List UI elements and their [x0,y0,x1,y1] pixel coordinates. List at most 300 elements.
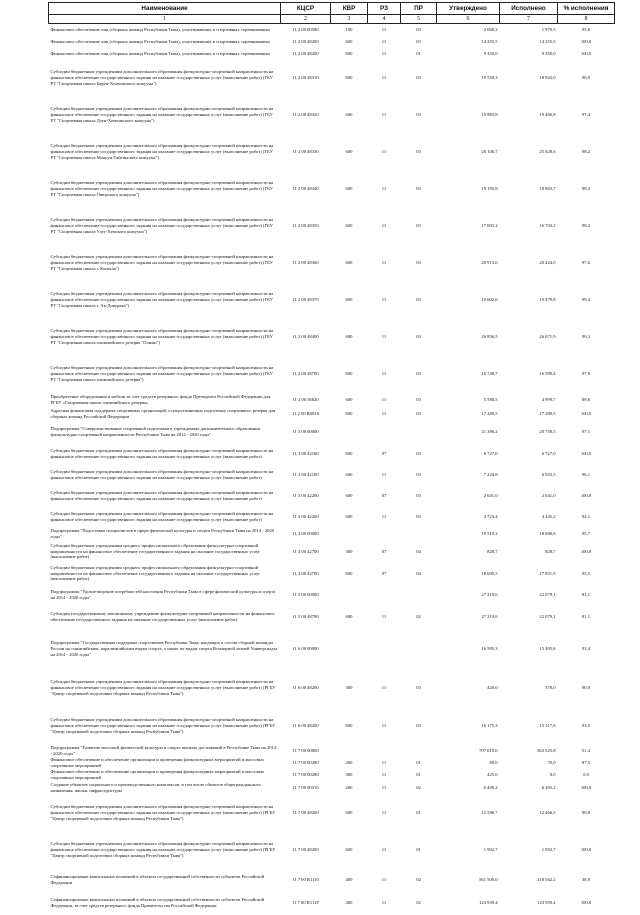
row-pr [401,421,437,443]
row-kvr: 600 [345,492,353,498]
row-kvr: 600 [345,186,353,192]
row-executed: 17 289,5 [539,410,556,416]
table-row [49,97,615,134]
row-kvr: 600 [345,371,353,377]
row-approved: 12 586,7 [481,810,498,816]
row-percent: 99,3 [581,334,591,340]
row-kcsr: 11 7 00 00280 [292,771,319,777]
budget-table [48,2,615,915]
row-kvr: 600 [345,614,353,620]
row-approved: 425,0 [487,771,498,777]
row-executed: 26 671,9 [539,334,556,340]
row-kcsr: 11 2 00 48200 [292,38,319,44]
row-kvr [331,585,368,605]
row-kcsr: 11 2 00 R0810 [291,410,319,416]
row-rz [368,527,401,541]
header-kcsr: КЦСР [281,3,331,15]
row-name: Подпрограмма "Удовлетворение потребностей населения Республики Тыва в сфере физической культуры и спорта на 2014 - 2020 годы" [50,588,276,600]
row-executed: 828,7 [545,548,556,554]
row-rz: 11 [381,297,387,303]
table-row [49,407,615,421]
row-rz: 11 [381,876,387,882]
row-kcsr: 11 2 00 48370 [292,297,319,303]
row-executed: 0,0 [549,771,556,777]
row-pr: 03 [416,450,421,456]
row-kvr: 600 [345,513,353,519]
row-approved: 26 106,7 [481,149,498,155]
row-percent: 95,5 [581,570,591,576]
row-approved: 80,0 [489,759,498,765]
col-number: 3 [331,15,368,24]
row-pr: 01 [416,771,421,777]
row-kvr [331,630,368,669]
row-pr: 01 [416,847,421,853]
row-rz: 07 [381,570,387,576]
row-percent: 90,0 [581,685,591,691]
row-approved: 16 748,7 [481,371,498,377]
row-percent: 96,9 [581,75,591,81]
col-number: 5 [401,15,437,24]
row-approved: 21 386,2 [481,428,498,434]
row-name: Субсидии бюджетным учреждениям дополнительного образования физкультурно-спортивной направленности на финансовое обеспечение государственного задания на оказание государственных услуг (выполнение работ) [50,489,274,501]
row-pr [401,630,437,669]
row-pr: 03 [416,186,421,192]
row-kcsr: 11 7 00 00310 [292,784,319,790]
row-approved: 19 195,8 [481,186,498,192]
row-kcsr: 11 2 00 48360 [292,260,319,266]
row-kcsr: 11 7 00 R111F [292,899,319,905]
table-row [49,245,615,282]
row-kcsr: 11 2 00 48340 [292,186,319,192]
row-approved: 17 003,2 [481,223,498,229]
row-pr: 03 [416,223,421,229]
row-kcsr: 11 2 00 48400 [292,334,319,340]
table-row [49,48,615,60]
row-kcsr: 11 3 00 42200 [292,513,319,519]
row-pr [401,527,437,541]
row-percent: 99,4 [581,297,591,303]
row-rz: 11 [381,149,387,155]
row-kvr: 300 [345,685,353,691]
row-percent: 97,4 [581,112,591,118]
table-row [49,708,615,745]
row-executed: 17 851,9 [539,570,556,576]
row-kcsr: 11 6 00 48200 [292,685,319,691]
row-approved: 420,0 [487,685,498,691]
table-row [49,563,615,585]
row-rz: 11 [381,759,387,765]
row-percent: 100,0 [580,847,592,853]
row-percent: 100,0 [580,784,592,790]
col-number: 6 [437,15,500,24]
row-name: Финансовое обеспечение лиц (сборных команд Республики Тыва), участвовавших в спортивных соревнованиях [50,50,270,56]
row-pr: 03 [416,410,421,416]
row-kcsr: 11 5 00 00000 [292,591,319,597]
row-kvr: 600 [345,50,353,56]
row-executed: 18 863,7 [539,186,556,192]
row-executed: 19 460,8 [539,112,556,118]
table-row [49,134,615,171]
row-percent: 100,0 [580,450,592,456]
row-rz: 11 [381,899,387,905]
row-pr: 03 [416,260,421,266]
table-row [49,745,615,757]
row-pr: 02 [416,784,421,790]
row-kvr: 600 [345,471,353,477]
row-pr: 01 [416,810,421,816]
row-kcsr: 11 7 00 48200 [292,810,319,816]
row-pr: 02 [416,876,421,882]
table-row [49,891,615,915]
row-percent: 98,2 [581,223,591,229]
row-kvr [331,527,368,541]
row-rz: 11 [381,410,387,416]
table-row [49,465,615,485]
row-kcsr: 11 2 00 48310 [292,75,319,81]
row-kcsr: 11 6 00 00000 [292,646,319,652]
row-executed: 15 117,6 [539,723,556,729]
row-executed: 2 641,0 [541,492,556,498]
row-rz [368,745,401,757]
row-approved: 4 723,4 [483,513,498,519]
col-number: 2 [281,15,331,24]
row-pr: 02 [416,614,421,620]
row-executed: 15 495,6 [539,646,556,652]
row-name: Субсидии бюджетным учреждениям дополнительного образования физкультурно-спортивной направленности на финансовое обеспечение государственного задания на оказание государственных услуг (выполнение работ) (ГБУ РТ "Спортивная школа Улуг-Хемского кожууна") [50,217,274,234]
row-executed: 16 389,4 [539,371,556,377]
row-pr: 03 [416,149,421,155]
table-row [49,421,615,443]
row-kcsr: 11 7 00 00000 [292,747,319,753]
header-executed: Исполнено [500,3,558,15]
row-percent: 97,9 [581,371,591,377]
row-executed: 22 079,1 [539,614,556,620]
table-row [49,832,615,869]
row-name: Субсидии бюджетным учреждениям дополнительного образования физкультурно-спортивной направленности на финансовое обеспечение государственного задания на оказание государственных услуг (выполнение работ) [50,510,274,522]
row-rz: 11 [381,396,387,402]
row-percent: 93,5 [581,723,591,729]
col-number: 8 [558,15,615,24]
row-kcsr: 11 7 00 00280 [292,759,319,765]
row-pr: 03 [416,297,421,303]
row-name: Финансовое обеспечение лиц (сборных команд Республики Тыва), участвовавших в спортивных соревнованиях [50,26,270,32]
row-executed: 1 970,3 [541,26,556,32]
row-pr: 03 [416,513,421,519]
row-executed: 378,0 [545,685,556,691]
row-executed: 20 758,5 [539,428,556,434]
row-rz: 11 [381,26,387,32]
row-kcsr: 11 3 00 42100 [292,471,319,477]
table-row [49,60,615,97]
row-rz: 11 [381,810,387,816]
row-name: Субсидии бюджетным учреждениям дополнительного образования физкультурно-спортивной направленности на финансовое обеспечение государственного задания на оказание государственных услуг (выполнение работ) (ГБУ РТ "Спортивная школа Дзун-Хемчикского кожууна") [50,106,274,123]
row-percent: 98,2 [581,149,591,155]
row-pr: 02 [416,899,421,905]
row-kvr: 200 [345,784,353,790]
row-pr: 01 [416,50,421,56]
row-kvr: 300 [345,771,353,777]
row-pr: 03 [416,334,421,340]
row-rz: 11 [381,112,387,118]
row-executed: 1 992,7 [541,847,556,853]
row-percent: 93,4 [581,646,591,652]
row-approved: 19 602,6 [481,297,498,303]
row-executed: 18 943,0 [539,75,556,81]
row-pr: 03 [416,492,421,498]
row-name: Финансовое обеспечение и обеспечение организации и проведения физкультурных мероприятий и массовых спортивных мероприятий [50,768,265,780]
row-executed: 363 525,8 [537,747,556,753]
row-kcsr: 11 4 00 00000 [292,530,319,536]
row-kvr: 600 [345,223,353,229]
row-approved: 27 219,6 [481,591,498,597]
row-kvr: 600 [345,410,353,416]
row-rz: 11 [381,614,387,620]
row-rz: 07 [381,492,387,498]
row-kcsr: 11 7 00 R1110 [292,876,319,882]
row-approved: 707 019,0 [479,747,498,753]
table-row [49,356,615,393]
row-rz: 11 [381,685,387,691]
table-row [49,585,615,605]
table-row [49,36,615,48]
header-percent: % исполнения [558,3,615,15]
table-row [49,781,615,795]
row-rz: 11 [381,513,387,519]
row-rz: 11 [381,471,387,477]
row-executed: 4 445,2 [541,513,556,519]
row-percent: 100,0 [580,410,592,416]
row-name: Подпрограмма "Подготовка специалистов в сфере физической культуры и спорта Республики Тыва на 2014 - 2020 годы" [50,527,275,539]
row-kvr: 400 [345,876,353,882]
row-executed: 19 479,8 [539,297,556,303]
row-percent: 100,0 [580,492,592,498]
row-percent: 51,4 [581,747,591,753]
row-rz [368,421,401,443]
row-approved: 20 913,6 [481,260,498,266]
row-rz: 07 [381,548,387,554]
row-percent: 100,0 [580,50,592,56]
row-kvr: 100 [345,26,353,32]
row-pr: 03 [416,26,421,32]
row-name: Субсидии бюджетным учреждениям среднего профессионального образования физкультурно-спортивной направленности на финансовое обеспечение государственного задания на оказание государственных услуг (выполнение работ) [50,542,261,560]
row-kcsr: 11 2 00 48200 [292,50,319,56]
row-rz: 11 [381,847,387,853]
row-name: Подпрограмма "Развитие массовой физической культуры и спорта высших достижений в Республике Тыва на 2014 - 2020 годы" [50,744,277,756]
row-name: Приобретение оборудования и мебели за счет средств резервного фонда Президента Российской Федерации для РГБУ «Спортивная школа олимпийского резерва» [50,393,271,405]
header-kvr: КВР [331,3,368,15]
row-rz: 11 [381,38,387,44]
table-row [49,527,615,541]
row-percent: 99,0 [581,810,591,816]
row-kcsr: 11 2 00 56620 [292,396,319,402]
row-approved: 19 985,8 [481,112,498,118]
row-kcsr: 11 6 00 48200 [292,723,319,729]
row-kvr: 600 [345,75,353,81]
row-executed: 6 495,2 [541,784,556,790]
row-percent: 0,0 [583,771,589,777]
header-number-row [49,15,615,24]
row-approved: 2 641,0 [483,492,498,498]
row-approved: 123 939,4 [479,899,498,905]
table-row [49,869,615,891]
row-executed: 16 703,2 [539,223,556,229]
row-kcsr: 11 4 00 42700 [292,570,319,576]
row-name: Финансовое обеспечение лиц (сборных команд Республики Тыва), участвовавших в спортивных соревнованиях [50,38,270,44]
row-rz: 11 [381,771,387,777]
row-executed: 12 466,3 [539,810,556,816]
row-percent: 100,0 [580,899,592,905]
table-row [49,769,615,781]
row-approved: 1 992,7 [483,847,498,853]
row-approved: 26 856,5 [481,334,498,340]
row-name: Подпрограмма "Совершенствование спортивной подготовки в учреждениях дополнительного образования физкультурно-спортивной направленности Республики Тыва на 2014 - 2020 годы" [50,425,260,437]
row-kcsr: 11 4 00 42700 [292,548,319,554]
row-executed: 25 628,6 [539,149,556,155]
row-kcsr: 11 3 00 42100 [292,450,319,456]
row-kcsr: 11 2 00 48330 [292,149,319,155]
row-name: Субсидии бюджетным учреждениям дополнительного образования физкультурно-спортивной направленности на финансовое обеспечение государственного задания на оказание государственных услуг (выполнение работ) (ГБУ РТ "Спортивная школа олимпийского резерва") [50,365,274,382]
row-approved: 6 727,0 [483,450,498,456]
row-approved: 19 558,3 [481,75,498,81]
row-approved: 16 175,3 [481,723,498,729]
table-row [49,443,615,465]
row-approved: 14 255,5 [481,38,498,44]
row-kvr: 600 [345,450,353,456]
header-rz: РЗ [368,3,401,15]
row-approved: 17 289,5 [481,410,498,416]
row-rz: 11 [381,75,387,81]
row-rz: 07 [381,450,387,456]
row-percent: 87,5 [581,759,591,765]
row-executed: 22 079,1 [539,591,556,597]
row-percent: 98,3 [581,186,591,192]
row-rz: 11 [381,784,387,790]
row-percent: 97,6 [581,260,591,266]
row-name: Субсидии бюджетным учреждениям дополнительного образования физкультурно-спортивной направленности на финансовое обеспечение государственного задания на оказание государственных услуг (выполнение работ) [50,468,274,480]
row-kcsr: 11 2 00 00580 [292,26,319,32]
row-percent: 96,1 [581,471,591,477]
table-row [49,485,615,507]
col-number: 7 [500,15,558,24]
header-pr: ПР [401,3,437,15]
row-name: Финансовое обеспечение и обеспечение организации и проведения физкультурных мероприятий и массовых спортивных мероприятий [50,756,265,768]
table-row [49,507,615,527]
row-executed: 20 424,0 [539,260,556,266]
row-executed: 18 680,6 [539,530,556,536]
row-kvr: 600 [345,38,353,44]
row-pr: 03 [416,685,421,691]
row-kvr: 600 [345,810,353,816]
row-percent: 95,7 [581,530,591,536]
row-kvr: 600 [345,260,353,266]
row-name: Субсидии бюджетным учреждениям дополнительного образования физкультурно-спортивной направленности на финансовое обеспечение государственного задания на оказание государственных услуг (выполнение работ) (ГБУ РТ "Спортивная школа г. Кызыла") [50,254,274,271]
header-row [49,3,615,15]
row-kcsr: 11 2 00 48350 [292,223,319,229]
row-rz: 11 [381,334,387,340]
row-kvr: 600 [345,570,353,576]
row-kvr: 600 [345,847,353,853]
row-approved: 2 060,2 [483,26,498,32]
row-pr: 03 [416,471,421,477]
row-percent: 100,0 [580,38,592,44]
row-executed: 218 562,2 [537,876,556,882]
row-kcsr: 11 7 00 48200 [292,847,319,853]
row-rz: 11 [381,260,387,266]
table-row [49,669,615,708]
row-kvr: 600 [345,149,353,155]
row-approved: 5 580,5 [483,396,498,402]
row-executed: 14 255,5 [539,38,556,44]
row-name: Субсидии государственному автономному учреждению физкультурно-спортивной направленности на финансовое обеспечение государственного задания на оказание государственных услуг (выполнение работ) [50,611,275,622]
row-kcsr: 11 2 00 48320 [292,112,319,118]
row-executed: 6 943,5 [541,471,556,477]
row-approved: 16 595,3 [481,646,498,652]
row-approved: 9 350,0 [483,50,498,56]
header-name: Наименование [49,3,281,15]
table-row [49,24,615,36]
row-name: Субсидии бюджетным учреждениям дополнительного образования физкультурно-спортивной направленности на финансовое обеспечение государственного задания на оказание государственных услуг (выполнение работ) (РГБУ "Центр спортивной подготовки сборных команд Республики Тыва") [50,804,276,821]
row-name: Субсидии бюджетным учреждениям дополнительного образования физкультурно-спортивной направленности на финансовое обеспечение государственного задания на оказание государственных услуг (выполнение работ) (РГБУ "Центр спортивной подготовки сборных команд Республики Тыва") [50,679,276,696]
row-rz: 11 [381,223,387,229]
row-pr: 04 [416,570,421,576]
table-row [49,605,615,630]
row-pr: 04 [416,548,421,554]
table-row [49,630,615,669]
row-percent: 89,6 [581,396,591,402]
row-name: Софинансирование капитальных вложений в объекты государственной собственности субъектов Российской Федерации [50,873,265,885]
table-row [49,795,615,832]
row-percent: 94,1 [581,513,591,519]
table-row [49,319,615,356]
row-name: Адресная финансовая поддержка спортивных организаций, осуществляющих подготовку спортивного резерва для сборных команд Российской Федерации [50,407,276,419]
row-rz: 11 [381,371,387,377]
row-name: Субсидии бюджетным учреждениям дополнительного образования физкультурно-спортивной направленности на финансовое обеспечение государственного задания на оказание государственных услуг (выполнение работ) (ГБУ РТ "Спортивная школа Овюрского кожууна") [50,180,274,197]
row-approved: 18 690,5 [481,570,498,576]
row-approved: 7 224,8 [483,471,498,477]
row-pr [401,585,437,605]
row-percent: 81,1 [581,614,591,620]
row-name: Субсидии бюджетным учреждениям дополнительного образования физкультурно-спортивной направленности на финансовое обеспечение государственного задания на оказание государственных услуг (выполнение работ) (ГБУ РТ "Спортивная школа Барун-Хемчикского кожууна") [50,69,274,86]
row-kcsr: 11 3 00 00000 [292,428,319,434]
row-kcsr: 11 2 00 48700 [292,371,319,377]
row-approved: 828,7 [487,548,498,554]
row-name: Создание объектов социального и производственного комплексов, в том числе объектов общегражданского назначения, жилья, инфраструктуры [50,781,261,793]
row-name: Субсидии бюджетным учреждениям среднего профессионального образования физкультурно-спортивной направленности на финансовое обеспечение государственного задания на оказание государственных услуг (выполнение работ) [50,564,261,582]
table-row [49,282,615,319]
row-name: Софинансирование капитальных вложений в объекты государственной собственности субъектов Российской Федерации, за счет средств резервного фонда Правительства Российской Федерации [50,896,265,908]
row-executed: 6 727,0 [541,450,556,456]
row-kvr: 600 [345,112,353,118]
row-kvr: 600 [345,334,353,340]
row-executed: 4 999,7 [541,396,556,402]
row-name: Субсидии бюджетным учреждениям дополнительного образования физкультурно-спортивной направленности на финансовое обеспечение государственного задания на оказание государственных услуг (выполнение работ) (РГБУ "Центр спортивной подготовки сборных команд Республики Тыва") [50,841,276,858]
col-number: 1 [49,15,281,24]
row-kvr: 600 [345,396,353,402]
row-pr: 03 [416,75,421,81]
row-kvr: 300 [345,548,353,554]
row-rz [368,630,401,669]
row-percent: 97,1 [581,428,591,434]
row-executed: 9 350,0 [541,50,556,56]
row-name: Субсидии бюджетным учреждениям дополнительного образования физкультурно-спортивной направленности на финансовое обеспечение государственного задания на оказание государственных услуг (выполнение работ) (РГБУ "Центр спортивной подготовки сборных команд Республики Тыва") [50,717,276,734]
table-row [49,541,615,563]
row-approved: 561 500,0 [479,876,498,882]
row-kvr: 600 [345,297,353,303]
header-approved: Утверждено [437,3,500,15]
table-row [49,393,615,407]
row-percent: 38,9 [581,876,591,882]
row-name: Подпрограмма "Государственная поддержка спортсменов Республики Тыва, входящих в состав сборной команды России по олимпийским, паралимпийским видам спорта, а также по видам спорта Всемирной летней Универсиады на 2014 - 2020 годы" [50,640,277,657]
